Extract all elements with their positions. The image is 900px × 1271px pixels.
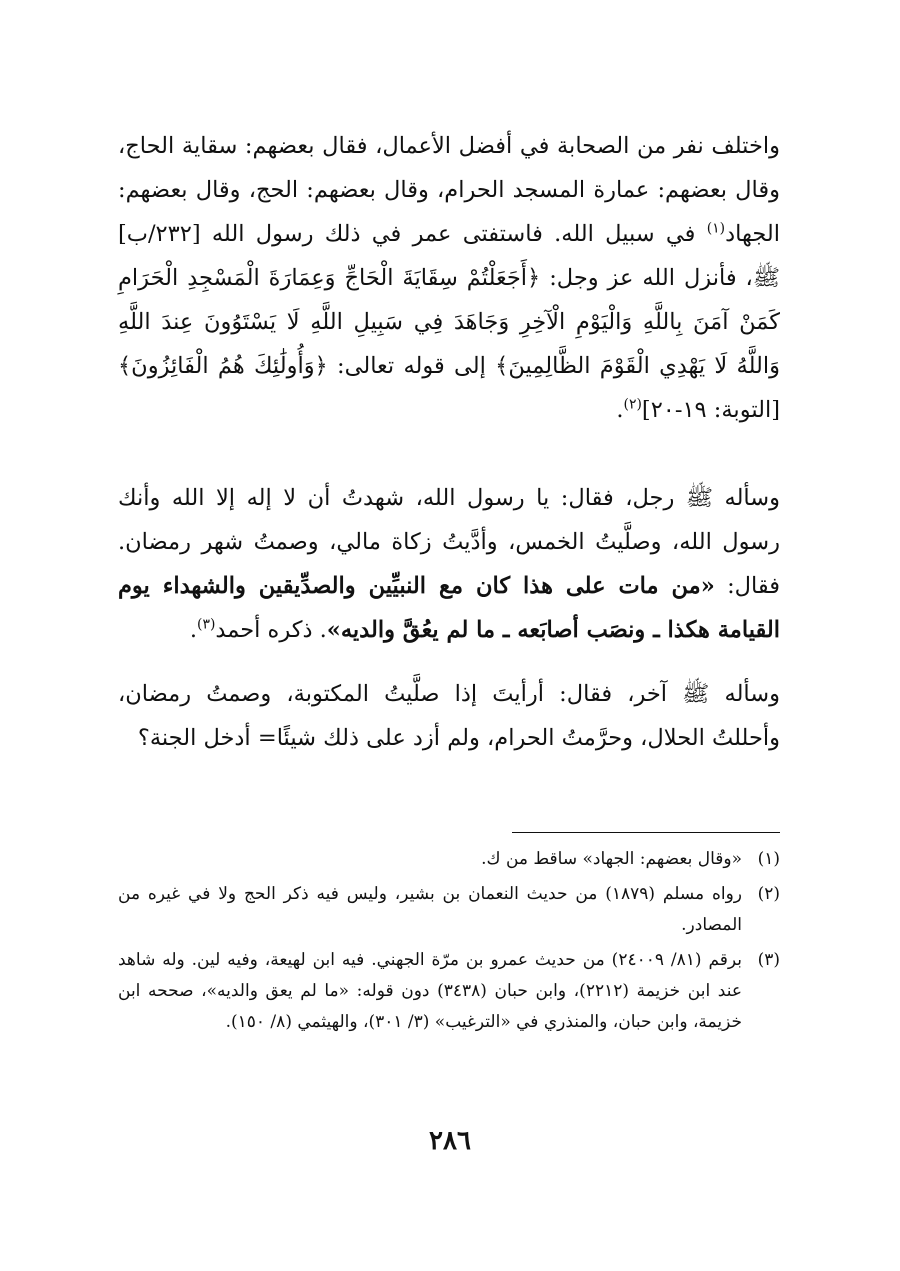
paragraph-2 (118, 476, 780, 652)
paragraph-1-text-a: واختلف نفر من الصحابة في أفضل الأعمال، فقال بعضهم: سقاية الحاج، وقال بعضهم: عمارة المسجد الحرام، وقال بعضهم: الحج، وقال بعضهم: الجهاد (118, 133, 780, 247)
paragraph-1-text (118, 124, 780, 432)
footnote-ref-1: (١) (706, 220, 726, 237)
footnote-number: (٣) (757, 950, 780, 970)
footnote-2 (118, 879, 780, 941)
footnote-ref-3: (٣) (197, 616, 216, 633)
footnote-1 (118, 844, 780, 875)
paragraph-3 (118, 672, 780, 760)
paragraph-1-text-c: إلى قوله تعالى: (327, 353, 496, 379)
paragraph-2-text-b: . ذكره أحمد (215, 617, 327, 643)
quran-citation: [التوبة: ١٩-٢٠] (641, 397, 780, 423)
footnote-text: «وقال بعضهم: الجهاد» ساقط من ك. (481, 849, 742, 869)
footnote-number: (١) (757, 849, 780, 869)
footnote-ref-2: (٢) (623, 396, 642, 413)
footnote-text: برقم (٨١/ ٢٤٠٠٩) من حديث عمرو بن مرّة الجهني. فيه ابن لهيعة، وفيه لين. وله شاهد عند ابن خزيمة (٢٢١٢)، وابن حبان (٣٤٣٨) دون قوله: «ما لم يعق والديه»، صححه ابن خزيمة، وابن حبان، والمنذري في «الترغيب» (٣/ ٣٠١)، والهيثمي (٨/ ١٥٠). (118, 950, 742, 1032)
hadith-quote: «من مات على هذا كان مع النبيِّين والصدِّيقين والشهداء يوم القيامة هكذا ـ ونصَب أصابَعه ـ ما لم يعُقَّ والديه» (118, 573, 780, 643)
footnote-3 (118, 945, 780, 1038)
paragraph-3-text: وسأله ﷺ آخر، فقال: أرأيتَ إذا صلَّيتُ المكتوبة، وصمتُ رمضان، وأحللتُ الحلال، وحرَّمتُ الحرام، ولم أزد على ذلك شيئًا= أدخل الجنة؟ (118, 681, 780, 751)
paragraph-1-end: . (616, 397, 624, 423)
paragraph-2-text-a: وسأله ﷺ رجل، فقال: يا رسول الله، شهدتُ أن لا إله إلا الله وأنك رسول الله، وصلَّيتُ الخمس، وأدَّيتُ زكاة مالي، وصمتُ شهر رمضان. فقال: (118, 485, 780, 599)
paragraph-2-text (118, 476, 780, 652)
paragraph-2-end: . (189, 617, 198, 643)
quran-verse-1: ﴿أَجَعَلْتُمْ سِقَايَةَ الْحَاجِّ وَعِمَارَةَ الْمَسْجِدِ الْحَرَامِ كَمَنْ آمَنَ بِاللَّهِ وَالْيَوْمِ الْآخِرِ وَجَاهَدَ فِي سَبِيلِ اللَّهِ لَا يَسْتَوُونَ عِندَ اللَّهِ وَاللَّهُ لَا يَهْدِي الْقَوْمَ الظَّالِمِينَ﴾ (118, 265, 781, 379)
footnote-text: رواه مسلم (١٨٧٩) من حديث النعمان بن بشير، وليس فيه ذكر الحج ولا في غيره من المصادر. (118, 884, 742, 935)
quran-verse-2: ﴿وَأُولَٰئِكَ هُمُ الْفَائِزُونَ﴾ (118, 353, 328, 379)
page-number: ٢٨٦ (429, 1126, 471, 1156)
footnotes (118, 844, 780, 1042)
paragraph-1 (118, 124, 780, 432)
paragraph-1-text-b: في سبيل الله. فاستفتى عمر في ذلك رسول الله [٢٣٢/ب] ﷺ، فأنزل الله عز وجل: (118, 221, 780, 291)
footnote-number: (٢) (757, 884, 780, 904)
footnote-separator (512, 832, 780, 833)
